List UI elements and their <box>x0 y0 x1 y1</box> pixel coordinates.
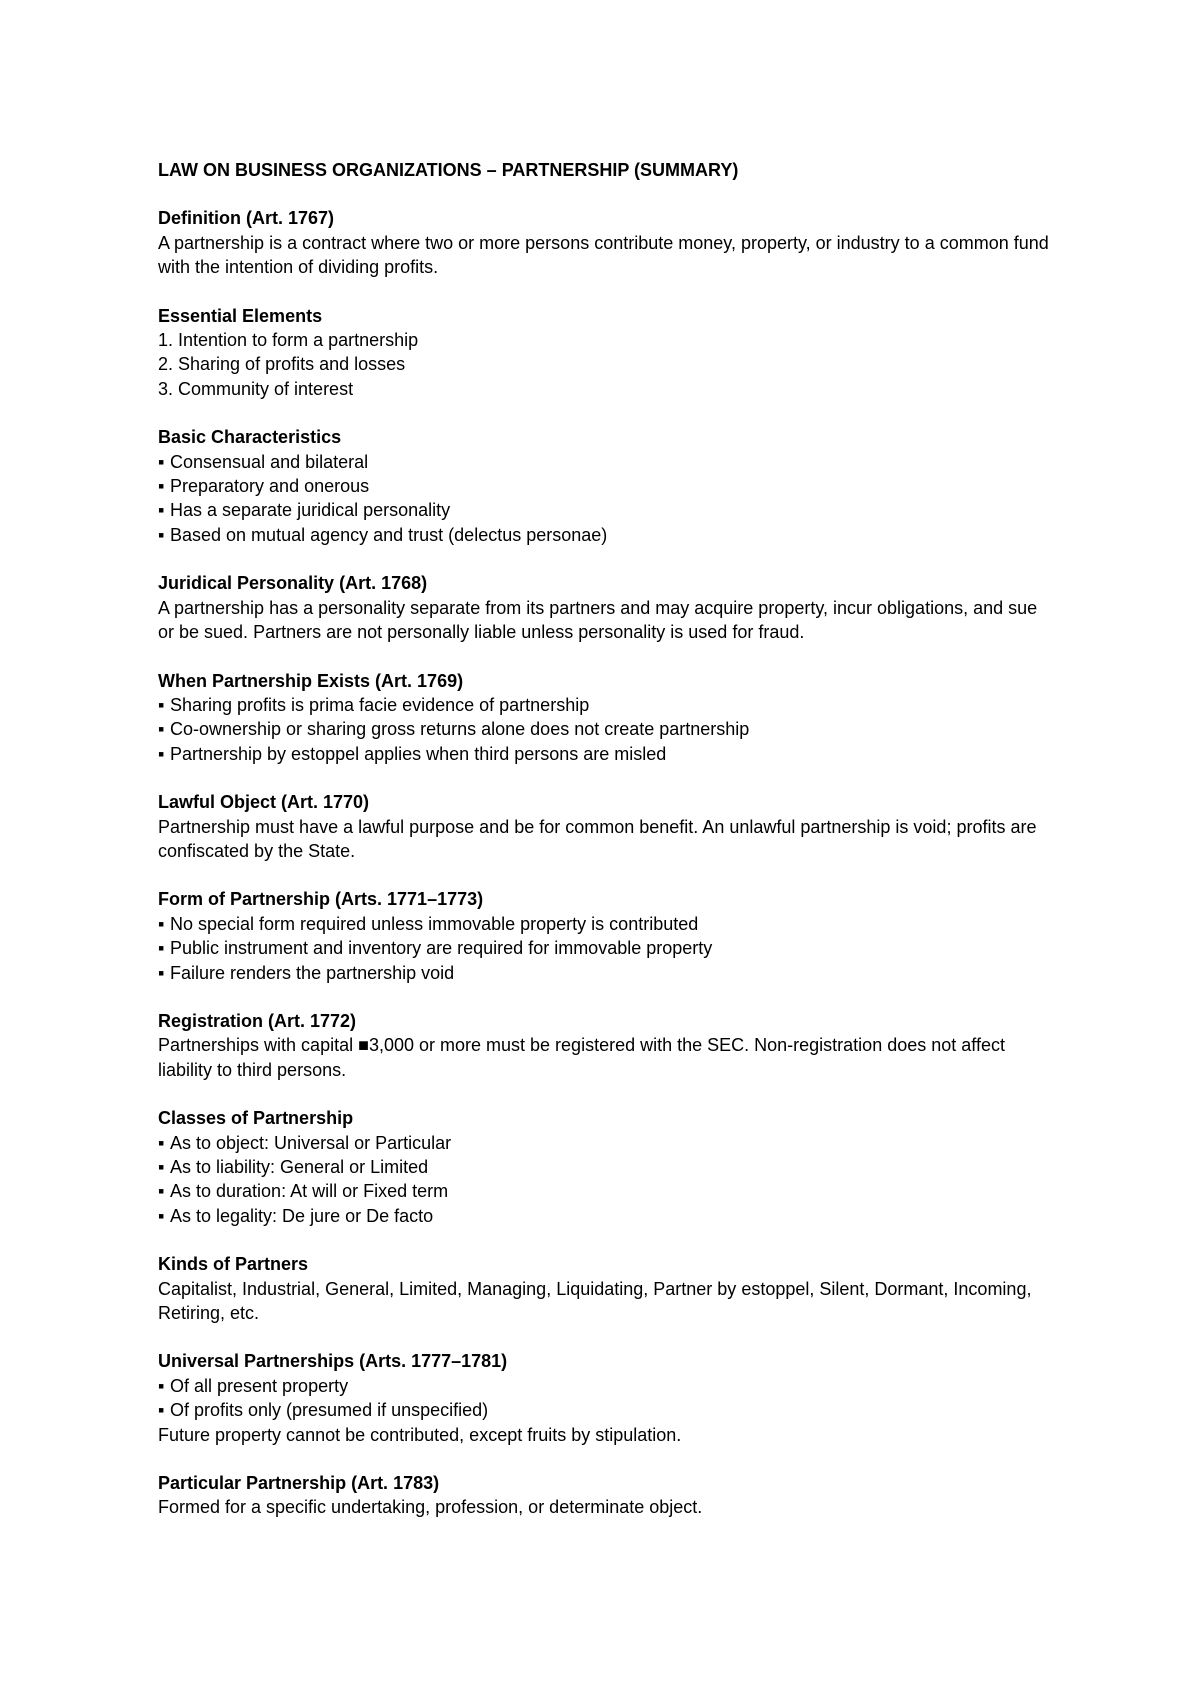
list-item-text: Consensual and bilateral <box>170 451 369 472</box>
list-item <box>158 936 1058 960</box>
bullet-icon: ▪ <box>158 1205 165 1226</box>
list-item <box>158 474 1058 498</box>
list-item <box>158 1204 1058 1228</box>
section-heading: Classes of Partnership <box>158 1108 354 1129</box>
bullet-icon: ▪ <box>158 451 165 472</box>
section-heading: Basic Characteristics <box>158 427 342 448</box>
bullet-icon: ▪ <box>158 1132 165 1153</box>
bullet-icon: ▪ <box>158 1157 165 1177</box>
bullet-icon: ▪ <box>158 913 165 934</box>
numbered-list <box>158 328 1058 401</box>
bullet-list <box>158 912 1058 985</box>
list-item-text: Of all present property <box>170 1375 349 1396</box>
list-item-text: Preparatory and onerous <box>170 476 370 497</box>
section-heading: When Partnership Exists (Art. 1769) <box>158 670 464 691</box>
list-item-text: Public instrument and inventory are required for immovable property <box>170 938 713 959</box>
section-heading: Juridical Personality (Art. 1768) <box>158 573 428 594</box>
document-page <box>158 158 1058 1544</box>
section-heading: Particular Partnership (Art. 1783) <box>158 1473 440 1494</box>
bullet-icon: ▪ <box>158 743 165 764</box>
list-item <box>158 1179 1058 1203</box>
section-paragraph: Partnership must have a lawful purpose and be for common benefit. An unlawful partnership is void; profits are confiscated by the State. <box>158 816 1037 861</box>
bullet-icon: ▪ <box>158 524 165 545</box>
section-form-of-partnership <box>158 887 1058 985</box>
section-paragraph: A partnership is a contract where two or more persons contribute money, property, or industry to a common fund with the intention of dividing profits. <box>158 232 1049 278</box>
list-item <box>158 1374 1058 1398</box>
list-item-text: As to liability: General or Limited <box>170 1157 429 1177</box>
bullet-icon: ▪ <box>158 962 165 983</box>
section-basic-characteristics <box>158 425 1058 547</box>
list-item-text: As to duration: At will or Fixed term <box>170 1181 449 1202</box>
list-item <box>158 742 1058 766</box>
list-item <box>158 693 1058 717</box>
bullet-list <box>158 1131 1058 1229</box>
list-item <box>158 961 1058 985</box>
list-item <box>158 1131 1058 1155</box>
section-lawful-object <box>158 790 1058 863</box>
list-item: 2. Sharing of profits and losses <box>158 354 406 375</box>
section-universal-partnerships <box>158 1349 1058 1447</box>
section-particular-partnership <box>158 1471 1058 1520</box>
section-heading: Registration (Art. 1772) <box>158 1010 357 1031</box>
section-kinds-of-partners <box>158 1252 1058 1325</box>
bullet-list <box>158 1374 1058 1423</box>
bullet-icon: ▪ <box>158 1375 165 1396</box>
list-item-text: Has a separate juridical personality <box>170 500 451 521</box>
section-paragraph: Capitalist, Industrial, General, Limited, Managing, Liquidating, Partner by estoppel, Silent, Dormant, Incoming, Retiring, etc. <box>158 1278 1032 1324</box>
bullet-icon: ▪ <box>158 1181 165 1202</box>
list-item <box>158 912 1058 936</box>
section-heading: Universal Partnerships (Arts. 1777–1781) <box>158 1351 508 1372</box>
list-item-text: Partnership by estoppel applies when third persons are misled <box>170 743 667 764</box>
list-item <box>158 523 1058 547</box>
list-item <box>158 1398 1058 1422</box>
section-heading: Lawful Object (Art. 1770) <box>158 792 370 813</box>
bullet-list <box>158 693 1058 766</box>
bullet-icon: ▪ <box>158 1400 165 1421</box>
list-item-text: Failure renders the partnership void <box>170 962 455 983</box>
list-item-text: Co-ownership or sharing gross returns alone does not create partnership <box>170 719 750 740</box>
section-paragraph: Formed for a specific undertaking, profession, or determinate object. <box>158 1497 703 1518</box>
bullet-icon: ▪ <box>158 476 165 497</box>
bullet-icon: ▪ <box>158 938 165 959</box>
section-definition <box>158 206 1058 279</box>
section-heading: Essential Elements <box>158 305 323 326</box>
bullet-list <box>158 450 1058 548</box>
list-item-text: Based on mutual agency and trust (delectus personae) <box>170 524 608 545</box>
section-registration <box>158 1009 1058 1082</box>
list-item: 1. Intention to form a partnership <box>158 330 419 351</box>
section-juridical-personality <box>158 571 1058 644</box>
list-item <box>158 498 1058 522</box>
bullet-icon: ▪ <box>158 694 165 715</box>
list-item <box>158 717 1058 741</box>
list-item <box>158 450 1058 474</box>
section-heading: Form of Partnership (Arts. 1771–1773) <box>158 889 484 910</box>
list-item-text: No special form required unless immovable property is contributed <box>170 913 699 934</box>
bullet-icon: ▪ <box>158 500 165 521</box>
list-item-text: As to object: Universal or Particular <box>170 1132 452 1153</box>
section-paragraph: A partnership has a personality separate from its partners and may acquire property, incur obligations, and sue or be sued. Partners are not personally liable unless personality is used for fraud. <box>158 597 1038 643</box>
section-when-partnership-exists <box>158 669 1058 767</box>
section-paragraph: Partnerships with capital ■3,000 or more must be registered with the SEC. Non-registration does not affect liability to third persons. <box>158 1035 1005 1080</box>
list-item: 3. Community of interest <box>158 378 354 399</box>
list-item <box>158 1155 1058 1179</box>
list-item-text: Of profits only (presumed if unspecified) <box>170 1400 489 1421</box>
list-item-text: As to legality: De jure or De facto <box>170 1205 434 1226</box>
section-classes-of-partnership <box>158 1106 1058 1228</box>
list-item-text: Sharing profits is prima facie evidence of partnership <box>170 694 590 715</box>
bullet-icon: ▪ <box>158 719 165 740</box>
section-paragraph: Future property cannot be contributed, except fruits by stipulation. <box>158 1424 682 1445</box>
section-heading: Definition (Art. 1767) <box>158 208 335 229</box>
section-essential-elements <box>158 304 1058 402</box>
section-heading: Kinds of Partners <box>158 1254 309 1275</box>
document-title: LAW ON BUSINESS ORGANIZATIONS – PARTNERSHIP (SUMMARY) <box>158 160 739 180</box>
